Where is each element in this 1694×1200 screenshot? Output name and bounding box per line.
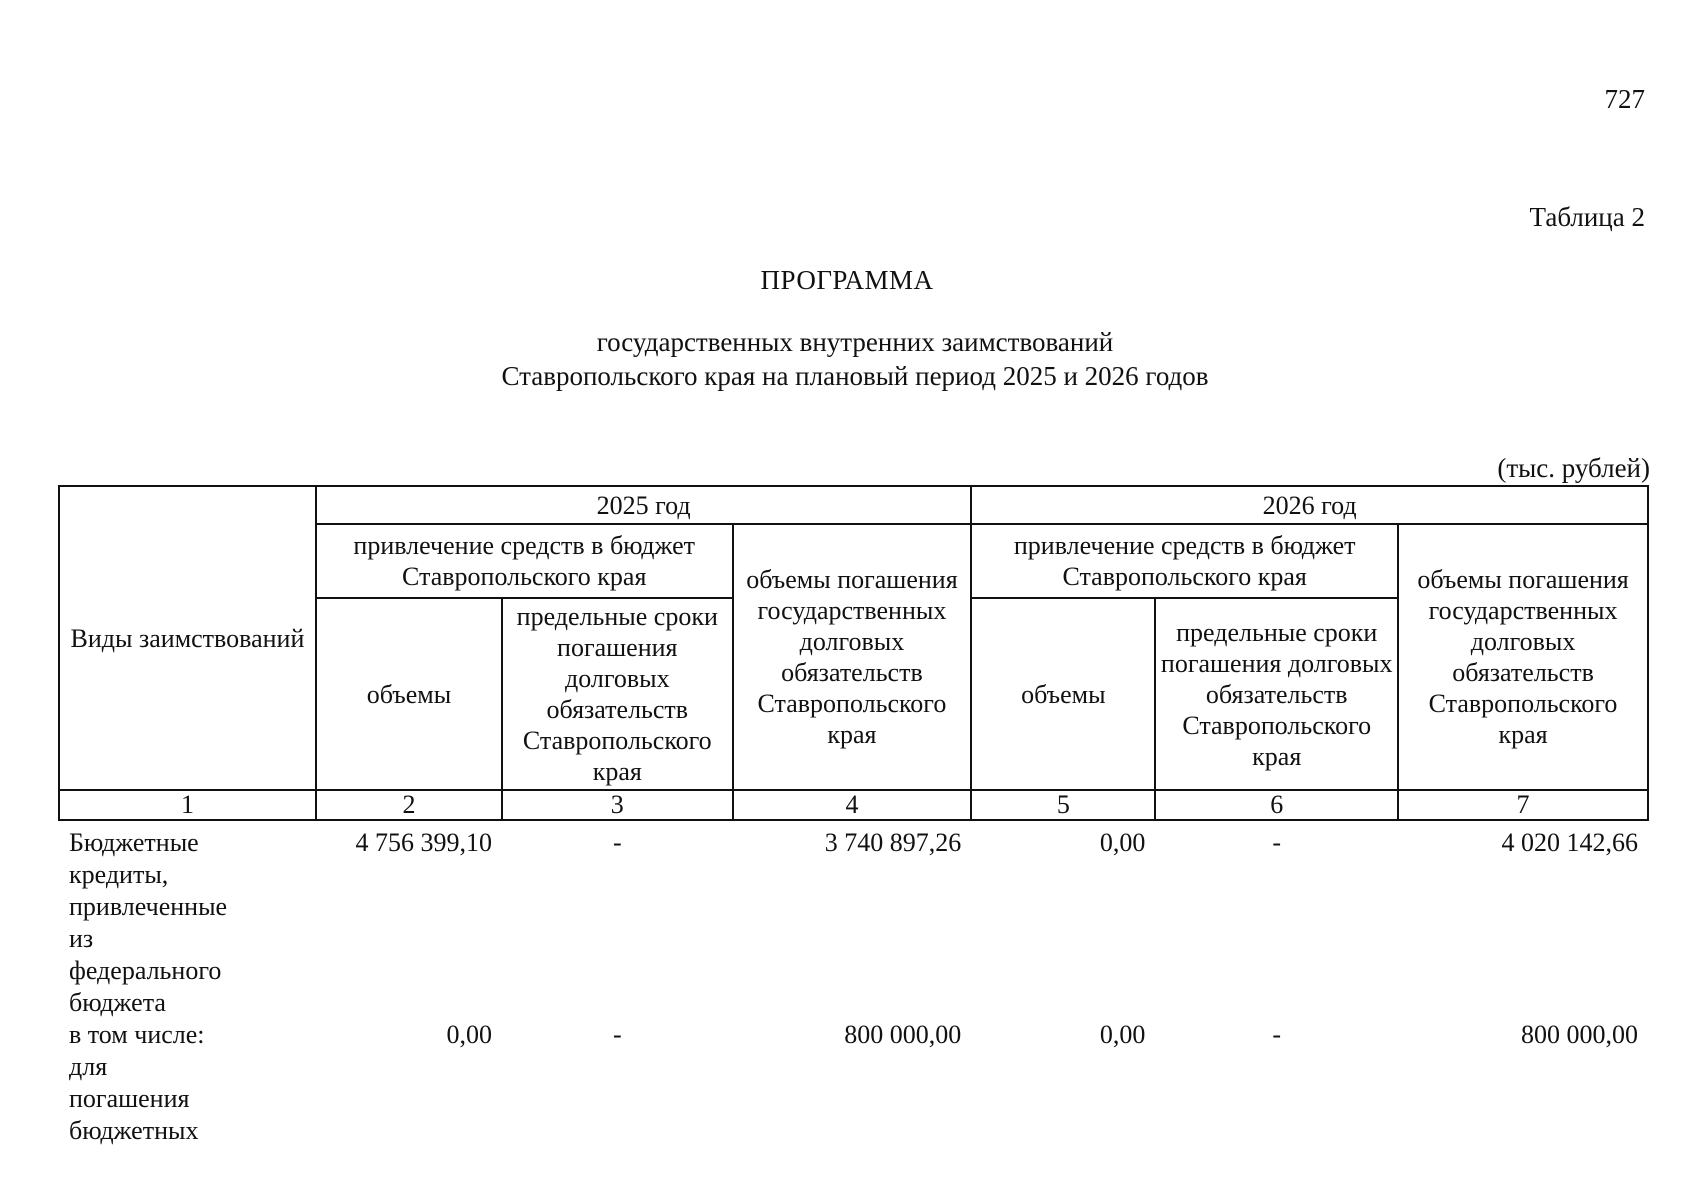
column-number: 2	[316, 790, 502, 820]
row-name: в том числе: для погашения бюджетных	[59, 1019, 316, 1147]
column-number: 6	[1155, 790, 1398, 820]
header-attraction-2025: привлечение средств в бюджет Ставропольского края	[316, 524, 733, 598]
cell-deadline-2026: -	[1272, 1020, 1282, 1049]
cell-deadline-2025: -	[612, 1020, 622, 1049]
cell-repayment-2026: 4 020 142,66	[1501, 828, 1638, 857]
borrowings-table	[58, 485, 1649, 1147]
page-number: 727	[1604, 84, 1645, 114]
row-name-word: из	[69, 924, 94, 953]
header-deadlines-2025: предельные сроки погашения долговых обязательств Ставропольского края	[502, 598, 733, 790]
units-label: (тыс. рублей)	[1497, 453, 1650, 483]
subtitle-line: государственных внутренних заимствований	[596, 327, 1114, 357]
header-attraction-2026: привлечение средств в бюджет Ставропольского края	[971, 524, 1398, 598]
header-volumes-2026: объемы	[971, 598, 1155, 790]
row-name-word: привлеченные	[69, 892, 228, 921]
table-row	[59, 820, 1648, 1019]
header-volumes-2025: объемы	[316, 598, 502, 790]
cell-repayment-2025: 3 740 897,26	[824, 828, 962, 857]
header-repayment-2025: объемы погашения государственных долговых обязательств Ставропольского края	[733, 524, 972, 790]
row-name-word: погашения	[69, 1084, 190, 1113]
table-row	[59, 1019, 1648, 1147]
header-year-2025: 2025 год	[316, 486, 971, 524]
header-repayment-2026: объемы погашения государственных долговых обязательств Ставропольского края	[1398, 524, 1648, 790]
row-name-word: для	[69, 1052, 108, 1081]
subtitle-line: Ставропольского края на плановый период 2025 и 2026 годов	[501, 361, 1209, 391]
row-name: Бюджетные кредиты, привлеченные из федерального бюджета	[59, 820, 316, 1019]
document-title: ПРОГРАММА	[760, 265, 934, 295]
header-deadlines-2026: предельные сроки погашения долговых обязательств Ставропольского края	[1155, 598, 1398, 790]
column-number: 5	[971, 790, 1155, 820]
header-kinds: Виды заимствований	[59, 486, 316, 790]
cell-deadline-2026: -	[1272, 828, 1282, 857]
cell-deadline-2025: -	[612, 828, 622, 857]
column-number: 4	[733, 790, 972, 820]
cell-repayment-2026: 800 000,00	[1521, 1020, 1638, 1049]
cell-volume-2025: 4 756 399,10	[355, 828, 492, 857]
header-year-2026: 2026 год	[971, 486, 1648, 524]
cell-volume-2026: 0,00	[1099, 1020, 1146, 1049]
cell-repayment-2025: 800 000,00	[844, 1020, 962, 1049]
cell-volume-2026: 0,00	[1099, 828, 1146, 857]
column-number: 1	[59, 790, 316, 820]
column-number: 7	[1398, 790, 1648, 820]
table-label: Таблица 2	[1529, 202, 1645, 232]
document-subtitle	[0, 325, 1694, 393]
column-number: 3	[502, 790, 733, 820]
cell-volume-2025: 0,00	[446, 1020, 492, 1049]
